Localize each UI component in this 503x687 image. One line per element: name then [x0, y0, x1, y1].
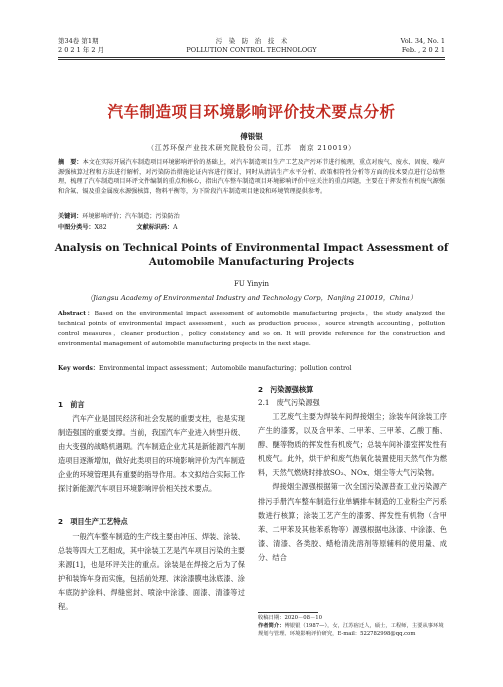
- section-3-1-paragraph-2: 焊接烟尘源强根据第一次全国污染源普查工业污染源产排污手册汽车整车制造行业单辆排车制造的工业粉尘产污系数进行核算；涂装工艺产生的漆雾、挥发性有机物（含甲苯、二甲苯及其他苯系物等）源强根据电泳漆、中涂漆、色漆、清漆、各类胶、蜡枪清洗溶剂等原辅料的使用量、成分、结合: [258, 482, 447, 562]
- affiliation-cn: （江苏环保产业技术研究院股份公司，江苏 南京 210019）: [147, 144, 356, 152]
- keywords-cn: [58, 211, 180, 220]
- paper-title-en: [0, 241, 503, 269]
- section-3-1-paragraph-1: 工艺废气主要为焊装车间焊接烟尘；涂装车间涂装工序产生的漆雾，以及含甲苯、二甲苯、三甲苯、乙酸丁酯、醇、醚等物质的挥发性有机废气；总装车间补漆室挥发性有机废气。此外，烘干炉和废气热氧化装置使用天然气作为燃料，天然气燃烧时排放SO₂、NOx、烟尘等大气污染物。: [258, 412, 447, 478]
- footnote-author: [258, 623, 448, 639]
- paper-title-cn: 汽车制造项目环境影响评价技术要点分析: [107, 103, 396, 121]
- header-date-cn: 2 0 2 1 年 2 月: [58, 46, 105, 54]
- paper-title-en-line2: Automobile Manufacturing Projects: [148, 256, 355, 268]
- footnote-author-text: 傅银银（1987—），女，江苏宿迁人，硕士，工程师，主要从事环境规划与管理、环境影响评价研究，E-mail：522782998@qq.com: [258, 622, 444, 637]
- clc-label: 中图分类号：: [58, 224, 95, 231]
- header-journal-en: POLLUTION CONTROL TECHNOLOGY: [186, 46, 317, 54]
- section-1-body: [58, 412, 245, 497]
- footnote-author-label: 作者简介：: [258, 622, 285, 629]
- doc-code-label: 文献标识码：: [136, 224, 174, 231]
- author-cn: 傅银银: [240, 132, 263, 141]
- header-volume-cn: 第34卷 第1期: [58, 37, 99, 45]
- section-3-1-heading: 2.1 废气污染源强: [258, 398, 320, 407]
- keywords-cn-text: 环境影响评价；汽车制造；污染防治: [82, 213, 180, 220]
- section-3-heading: 2 污染源强核算: [258, 385, 314, 394]
- header-journal-cn: 污 染 防 治 技 术: [215, 37, 288, 45]
- section-3-1-body: [258, 410, 447, 565]
- header-rule-top: [58, 57, 445, 58]
- abstract-en-text: Based on the environmental impact assessment of automobile manufacturing projects，the study analyzed the technical points of environmental impact assessment，such as production process，source strength accounting，pollution control measures，cleaner production，policy consistency and so on. It will provide reference for the construction and environmental management of automobile manufacturing projects in the next stage.: [58, 311, 445, 347]
- section-2-heading: 2 项目生产工艺特点: [58, 517, 128, 526]
- abstract-cn-text: 本文在实际开展汽车制造项目环境影响评价的基础上，对汽车制造项目生产工艺及产污环节进行梳理，重点对废气、废水、固废、噪声源强核算过程和方法进行解析，对污染防治措施论证内容进行探讨，同时从清洁生产水平分析、政策相符性分析等方面的技术要点进行总结整理，梳理了汽车制造项目环评文件编制的重点和核心，指出汽车整车制造项目环境影响评价中应关注的重点问题，主要在于挥发性有机废气源强和含氟、镉及重金属废水源强核算，物料平衡等，为下阶段汽车制造项目建设和环境管理提供参考。: [58, 159, 446, 196]
- footnote: [258, 615, 448, 638]
- clc-value: X82: [94, 224, 107, 231]
- section-1-paragraph: 汽车产业是国民经济和社会发展的重要支柱，也是实现制造强国的重要支撑。当前，我国汽车产业进入转型升级、由大变强的战略机遇期。汽车制造企业尤其是新能源汽车制造项目逐渐增加，做好此类项目的环境影响评价为汽车制造企业的环境管理具有重要的指导作用。本文拟结合实际工作探讨新能源汽车项目环境影响评价相关技术要点。: [58, 414, 245, 494]
- keywords-en-label: Key words：: [58, 365, 100, 372]
- header-volume-en: Vol. 34, No. 1: [400, 37, 445, 45]
- abstract-cn: [58, 158, 445, 197]
- section-1-heading: 1 前言: [58, 400, 85, 409]
- section-2-paragraph: 一般汽车整车制造的生产线主要由冲压、焊装、涂装、总装等四大工艺组成，其中涂装工艺是汽车项目污染的主要来源[1]，也是环评关注的重点。涂装是在焊接之后为了保护和装饰车身而实施，包括前处理、沫涂漆膜电泳底漆、涂车底防护涂料、焊缝密封、喷涂中涂漆、面漆、清漆等过程。: [58, 532, 245, 612]
- abstract-cn-label: 摘 要：: [58, 159, 83, 166]
- classification: [58, 222, 178, 231]
- footnote-received: 收稿日期：2020－08－10: [258, 615, 323, 621]
- section-2-body: [58, 530, 245, 615]
- doc-code-value: A: [173, 224, 178, 231]
- header-date-en: Feb. , 2 0 2 1: [401, 46, 445, 54]
- abstract-en: [58, 309, 445, 350]
- abstract-en-label: Abstract：: [58, 310, 95, 317]
- keywords-en: [58, 363, 351, 372]
- paper-title-en-line1: Analysis on Technical Points of Environmental Impact Assessment of: [54, 242, 449, 254]
- keywords-en-text: Environmental impact assessment；Automobile manufacturing；pollution control: [99, 365, 352, 372]
- affiliation-en: （Jiangsu Academy of Environmental Industry and Technology Corp，Nanjing 210019，China）: [86, 294, 417, 302]
- footnote-rule: [258, 612, 318, 613]
- header-rule-bottom: [58, 59, 445, 60]
- author-en: FU Yinyin: [234, 280, 269, 288]
- keywords-cn-label: 关键词：: [58, 213, 83, 220]
